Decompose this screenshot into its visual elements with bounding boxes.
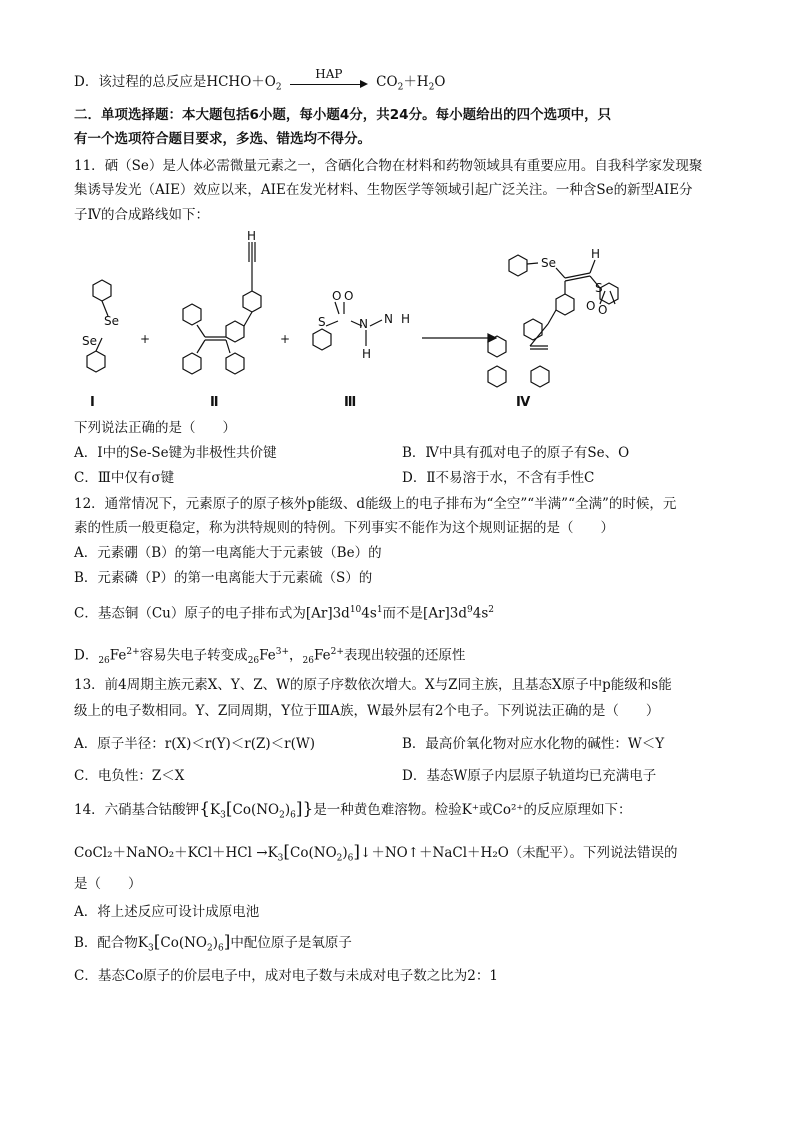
reaction-arrow: [290, 66, 368, 85]
q14-stem-3: 是（ ）: [74, 876, 142, 892]
q13-option-a: A．原子半径：r(X)＜r(Y)＜r(Z)＜r(W): [74, 736, 315, 752]
svg-text:O: O: [586, 299, 596, 313]
svg-text:Se: Se: [82, 334, 97, 348]
compound-II-label: Ⅱ: [210, 395, 219, 410]
section-2-heading: 二．单项选择题：本大题包括6小题，每小题4分，共24分。每小题给出的四个选项中，只: [74, 107, 612, 123]
q14-equation: CoCl₂＋NaNO₂＋KCl＋HCl $\to K_3[Co(NO_2)_6]↓+NO↑+NaCl+H_2O$（未配平）。下列说法错误的: [74, 842, 678, 864]
compound-III-label: Ⅲ: [344, 395, 357, 410]
q12-option-b: B．元素磷（P）的第一电离能大于元素硫（S）的: [74, 570, 373, 586]
q14-option-c: C．基态Co原子的价层电子中，成对电子数与未成对电子数之比为2：1: [74, 968, 498, 984]
q12-option-a: A．元素硼（B）的第一电离能大于元素铍（Be）的: [74, 545, 382, 561]
svg-text:H: H: [362, 347, 372, 361]
q12-option-d: D．$_{26}Fe^{2+}$容易失电子转变成$_{26}Fe^{3+}$，$_{26}Fe^{2+}$表现出较强的还原性: [74, 647, 466, 667]
synthesis-route-figure: [60, 226, 730, 416]
q10-option-d: D．该过程的总反应是$HCHO+O_2$ HAP $CO_2+H_2O$: [74, 66, 446, 93]
q11-stem-3: 子Ⅳ的合成路线如下：: [74, 207, 209, 223]
q14-option-a: A．将上述反应可设计成原电池: [74, 904, 260, 920]
q14-option-b: B．配合物$K_3[Co(NO_2)_6]$中配位原子是氧原子: [74, 932, 352, 954]
svg-text:Se: Se: [104, 314, 119, 328]
svg-text:H: H: [401, 312, 411, 326]
svg-text:N: N: [359, 317, 368, 331]
q12-option-c: C．基态铜（Cu）原子的电子排布式为$[Ar]3d^{10}4s^1$而不是$[Ar]3d^94s^2$: [74, 605, 495, 622]
q11-option-d: D．Ⅱ不易溶于水，不含有手性C: [402, 470, 595, 486]
q11-stem-1: 11．硒（Se）是人体必需微量元素之一，含硒化合物在材料和药物领域具有重要应用。自我科学家发现聚: [74, 158, 703, 174]
compound-IV-label: Ⅳ: [516, 395, 531, 410]
q11-prompt: 下列说法正确的是（ ）: [74, 420, 236, 436]
q13-option-b: B．最高价氧化物对应水化物的碱性：W＜Y: [402, 736, 665, 752]
q13-option-c: C．电负性：Z＜X: [74, 768, 185, 784]
svg-text:S: S: [595, 281, 603, 295]
q11-option-a: A．Ⅰ中的Se-Se键为非极性共价键: [74, 445, 277, 461]
svg-text:Se: Se: [541, 256, 556, 270]
svg-text:N: N: [384, 312, 393, 326]
q13-option-d: D．基态W原子内层原子轨道均已充满电子: [402, 768, 657, 784]
q13-stem-1: 13．前4周期主族元素X、Y、Z、W的原子序数依次增大。X与Z同主族，且基态X原子中p能级和s能: [74, 677, 672, 693]
compound-II-structure: [183, 242, 261, 374]
q11-option-c: C．Ⅲ中仅有σ键: [74, 470, 175, 486]
svg-text:S: S: [318, 315, 326, 329]
q14-stem-1: 14．六硝基合钴酸钾$\{K_3[Co(NO_2)_6]\}$是一种黄色难溶物。检验K⁺或Co²⁺的反应原理如下：: [74, 799, 632, 821]
svg-text:+: +: [140, 332, 151, 346]
compound-I-label: Ⅰ: [90, 395, 95, 410]
compound-IV-structure: [488, 255, 618, 387]
svg-text:H: H: [247, 229, 257, 243]
svg-text:O: O: [344, 289, 354, 303]
svg-text:H: H: [591, 247, 601, 261]
svg-text:+: +: [280, 332, 291, 346]
q11-stem-2: 集诱导发光（AIE）效应以来，AIE在发光材料、生物医学等领域引起广泛关注。一种含Se的新型AIE分: [74, 182, 693, 198]
q13-stem-2: 级上的电子数相同。Y、Z同周期，Y位于ⅢA族，W最外层有2个电子。下列说法正确的是（ ）: [74, 703, 660, 719]
q11-option-b: B．Ⅳ中具有孤对电子的原子有Se、O: [402, 445, 630, 461]
q12-stem-1: 12．通常情况下，元素原子的原子核外p能级、d能级上的电子排布为“全空”“半满”“全满”的时候，元: [74, 496, 677, 512]
section-2-heading-cont: 有一个选项符合题目要求，多选、错选均不得分。: [74, 131, 371, 147]
catalyst-label: HAP: [315, 66, 343, 81]
svg-text:O: O: [332, 289, 342, 303]
svg-text:O: O: [598, 303, 608, 317]
q12-stem-2: 素的性质一般更稳定，称为洪特规则的特例。下列事实不能作为这个规则证据的是（ ）: [74, 520, 614, 536]
